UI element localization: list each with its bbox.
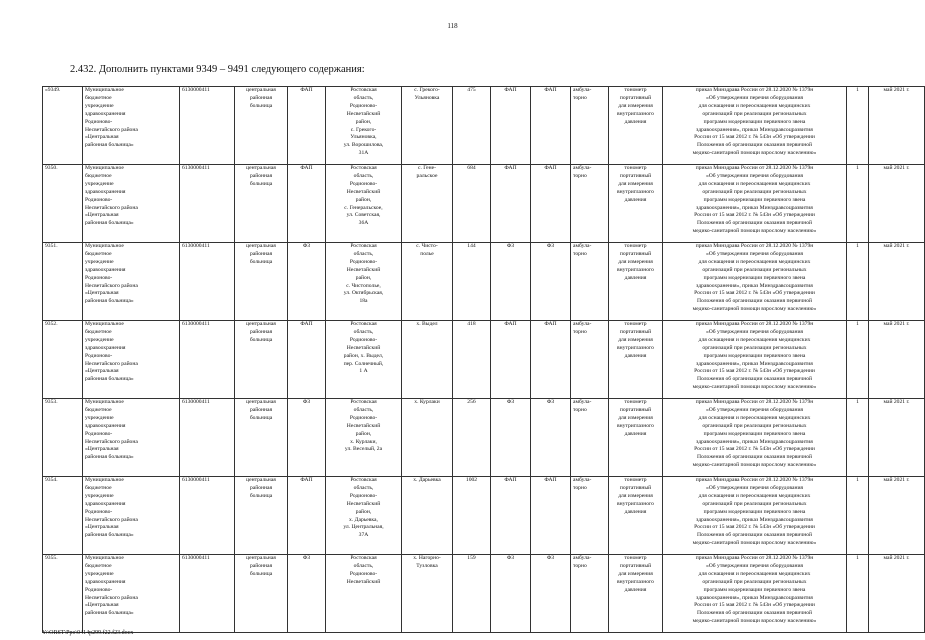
population-count: 159 — [467, 555, 476, 561]
unit-address: Ростовская область, Родионово- Несветайский район, х. Курлаки, ул. Веселый, 2а — [344, 399, 383, 453]
equipment-name: тонометр портативный для измерения внутриглазного давления — [617, 243, 654, 281]
unit-kind-planned: ФАП — [544, 477, 557, 483]
population-count-cell — [453, 399, 491, 477]
locality-cell — [402, 165, 453, 243]
delivery-date-cell — [869, 477, 925, 555]
hospital-type: центральная районная больница — [246, 555, 276, 577]
legal-basis-cell — [663, 555, 847, 633]
delivery-date-cell — [869, 555, 925, 633]
care-conditions-cell — [571, 321, 609, 399]
footer-file-path: Y:\ORST\Ppo\0414p299.f22.f23.docx — [42, 630, 134, 636]
organization-code: 6130000411 — [182, 477, 210, 483]
table-row — [43, 321, 925, 399]
row-number-cell — [43, 477, 83, 555]
population-count-cell — [453, 477, 491, 555]
row-number-cell — [43, 243, 83, 321]
population-count-cell — [453, 87, 491, 165]
equipment-quantity-cell — [847, 555, 869, 633]
unit-kind-current: ФАП — [504, 321, 517, 327]
unit-kind-current-cell — [491, 87, 531, 165]
unit-address-cell — [326, 321, 402, 399]
row-number-cell — [43, 555, 83, 633]
legal-basis: приказ Минздрава России от 28.12.2020 № 1379н «Об утверждении перечня оборудования для оснащения и переоснащения медицинских организаций при реализации региональных программ модернизации первичного звена здравоохранения», приказ Минздравсоцразвития России от 15 мая 2012 г. № 543н «Об утверждении Положения об организации оказания первичной медико-санитарной помощи взрослому населению» — [692, 87, 817, 157]
organization-name: Муниципальное бюджетное учреждение здравоохранения Родионово- Несветайского района «Центральная районная больница» — [85, 165, 138, 227]
unit-kind-current-cell — [491, 321, 531, 399]
population-count: 684 — [467, 165, 476, 171]
locality: х. Курлаки — [414, 399, 440, 405]
unit-kind-planned-cell — [531, 477, 571, 555]
legal-basis: приказ Минздрава России от 28.12.2020 № 1379н «Об утверждении перечня оборудования для оснащения и переоснащения медицинских организаций при реализации региональных программ модернизации первичного звена здравоохранения», приказ Минздравсоцразвития России от 15 мая 2012 г. № 543н «Об утверждении Положения об организации оказания первичной медико-санитарной помощи взрослому населению» — [692, 243, 817, 313]
unit-kind-planned: ФЗ — [546, 555, 555, 561]
unit-kind-planned-cell — [531, 399, 571, 477]
care-conditions-cell — [571, 87, 609, 165]
care-conditions-cell — [571, 555, 609, 633]
unit-kind-current-cell — [491, 165, 531, 243]
population-count: 418 — [467, 321, 476, 327]
hospital-type-cell — [235, 165, 288, 243]
row-number-cell — [43, 321, 83, 399]
delivery-date-cell — [869, 243, 925, 321]
equipment-name-cell — [609, 243, 663, 321]
organization-code: 6130000411 — [182, 399, 210, 405]
unit-type: ФАП — [300, 321, 313, 327]
hospital-type: центральная районная больница — [246, 87, 276, 109]
unit-kind-planned-cell — [531, 243, 571, 321]
unit-kind-planned: ФЗ — [546, 243, 555, 249]
equipment-name-cell — [609, 477, 663, 555]
organization-code-cell — [180, 87, 235, 165]
hospital-type-cell — [235, 243, 288, 321]
unit-kind-current: ФАП — [504, 477, 517, 483]
equipment-name-cell — [609, 555, 663, 633]
row-number: 9353. — [45, 399, 58, 405]
unit-type-cell — [288, 399, 326, 477]
equipment-name: тонометр портативный для измерения внутриглазного давления — [617, 555, 654, 593]
locality: с. Грекого- Ульяновка — [414, 87, 440, 101]
organization-code-cell — [180, 477, 235, 555]
table-row — [43, 165, 925, 243]
equipment-name-cell — [609, 321, 663, 399]
unit-kind-planned-cell — [531, 87, 571, 165]
unit-type: ФАП — [300, 477, 313, 483]
legal-basis-cell — [663, 165, 847, 243]
delivery-date: май 2021 г. — [883, 87, 910, 93]
table-body — [43, 87, 925, 633]
equipment-quantity-cell — [847, 243, 869, 321]
equipment-quantity-cell — [847, 477, 869, 555]
equipment-quantity-cell — [847, 399, 869, 477]
hospital-type: центральная районная больница — [246, 399, 276, 421]
unit-type-cell — [288, 165, 326, 243]
table-row — [43, 477, 925, 555]
equipment-table — [42, 86, 925, 633]
equipment-name-cell — [609, 165, 663, 243]
locality: х. Выдел — [416, 321, 438, 327]
delivery-date: май 2021 г. — [883, 555, 910, 561]
unit-address: Ростовская область, Родионово- Несветайский район, с. Чистополье, ул. Октябрьская, 18а — [343, 243, 384, 305]
unit-kind-current-cell — [491, 555, 531, 633]
locality-cell — [402, 477, 453, 555]
population-count-cell — [453, 555, 491, 633]
delivery-date-cell — [869, 165, 925, 243]
equipment-name: тонометр портативный для измерения внутриглазного давления — [617, 165, 654, 203]
unit-type-cell — [288, 477, 326, 555]
care-conditions-cell — [571, 477, 609, 555]
organization-name-cell — [83, 399, 180, 477]
organization-name: Муниципальное бюджетное учреждение здравоохранения Родионово- Несветайского района «Центральная районная больница» — [85, 243, 138, 305]
unit-kind-planned: ФАП — [544, 87, 557, 93]
row-number: 9355. — [45, 555, 58, 561]
unit-type: ФАП — [300, 165, 313, 171]
hospital-type-cell — [235, 87, 288, 165]
delivery-date-cell — [869, 399, 925, 477]
organization-name-cell — [83, 477, 180, 555]
unit-address-cell — [326, 165, 402, 243]
unit-type: ФЗ — [302, 555, 311, 561]
equipment-quantity: 1 — [856, 243, 859, 249]
delivery-date: май 2021 г. — [883, 243, 910, 249]
unit-kind-current: ФАП — [504, 165, 517, 171]
legal-basis-cell — [663, 477, 847, 555]
organization-name-cell — [83, 555, 180, 633]
population-count: 256 — [467, 399, 476, 405]
organization-name: Муниципальное бюджетное учреждение здравоохранения Родионово- Несветайского района «Центральная районная больница» — [85, 87, 138, 149]
legal-basis: приказ Минздрава России от 28.12.2020 № 1379н «Об утверждении перечня оборудования для оснащения и переоснащения медицинских организаций при реализации региональных программ модернизации первичного звена здравоохранения», приказ Минздравсоцразвития России от 15 мая 2012 г. № 543н «Об утверждении Положения об организации оказания первичной медико-санитарной помощи взрослому населению» — [692, 555, 817, 625]
unit-kind-planned: ФАП — [544, 165, 557, 171]
organization-code: 6130000411 — [182, 243, 210, 249]
equipment-name: тонометр портативный для измерения внутриглазного давления — [617, 87, 654, 125]
equipment-quantity: 1 — [856, 555, 859, 561]
care-conditions: амбула- торно — [573, 477, 592, 491]
equipment-table-container — [42, 86, 910, 625]
organization-name-cell — [83, 321, 180, 399]
unit-address-cell — [326, 243, 402, 321]
unit-kind-current-cell — [491, 399, 531, 477]
population-count-cell — [453, 165, 491, 243]
locality: х. Дарьевка — [413, 477, 441, 483]
equipment-quantity: 1 — [856, 477, 859, 483]
organization-name: Муниципальное бюджетное учреждение здравоохранения Родионово- Несветайского района «Центральная районная больница» — [85, 477, 138, 539]
unit-kind-current: ФЗ — [506, 555, 515, 561]
organization-name: Муниципальное бюджетное учреждение здравоохранения Родионово- Несветайского района «Центральная районная больница» — [85, 321, 138, 383]
equipment-name: тонометр портативный для измерения внутриглазного давления — [617, 477, 654, 515]
locality-cell — [402, 399, 453, 477]
care-conditions-cell — [571, 243, 609, 321]
unit-address: Ростовская область, Родионово- Несветайский район, с. Генеральское, ул. Советская, 36А — [344, 165, 383, 227]
locality: х. Нагорно- Тузловка — [413, 555, 441, 569]
legal-basis: приказ Минздрава России от 28.12.2020 № 1379н «Об утверждении перечня оборудования для оснащения и переоснащения медицинских организаций при реализации региональных программ модернизации первичного звена здравоохранения», приказ Минздравсоцразвития России от 15 мая 2012 г. № 543н «Об утверждении Положения об организации оказания первичной медико-санитарной помощи взрослому населению» — [692, 165, 817, 235]
equipment-quantity-cell — [847, 87, 869, 165]
hospital-type-cell — [235, 321, 288, 399]
row-number: 9350. — [45, 165, 58, 171]
unit-address-cell — [326, 87, 402, 165]
care-conditions: амбула- торно — [573, 555, 592, 569]
unit-kind-current-cell — [491, 477, 531, 555]
locality: с. Гене- ральское — [416, 165, 438, 179]
equipment-quantity: 1 — [856, 321, 859, 327]
care-conditions: амбула- торно — [573, 87, 592, 101]
equipment-quantity: 1 — [856, 399, 859, 405]
care-conditions-cell — [571, 165, 609, 243]
unit-kind-current: ФАП — [504, 87, 517, 93]
legal-basis: приказ Минздрава России от 28.12.2020 № 1379н «Об утверждении перечня оборудования для оснащения и переоснащения медицинских организаций при реализации региональных программ модернизации первичного звена здравоохранения», приказ Минздравсоцразвития России от 15 мая 2012 г. № 543н «Об утверждении Положения об организации оказания первичной медико-санитарной помощи взрослому населению» — [692, 399, 817, 469]
care-conditions: амбула- торно — [573, 399, 592, 413]
table-row — [43, 555, 925, 633]
unit-address: Ростовская область, Родионово- Несветайский — [346, 555, 381, 585]
section-heading: 2.432. Дополнить пунктами 9349 – 9491 следующего содержания: — [70, 64, 365, 75]
locality: с. Чисто- полье — [416, 243, 438, 257]
equipment-quantity-cell — [847, 165, 869, 243]
unit-kind-planned: ФЗ — [546, 399, 555, 405]
hospital-type: центральная районная больница — [246, 477, 276, 499]
unit-type-cell — [288, 555, 326, 633]
unit-address-cell — [326, 399, 402, 477]
unit-kind-planned-cell — [531, 321, 571, 399]
organization-code-cell — [180, 165, 235, 243]
organization-name-cell — [83, 87, 180, 165]
equipment-name-cell — [609, 87, 663, 165]
population-count-cell — [453, 321, 491, 399]
unit-address: Ростовская область, Родионово- Несветайский район, х. Выдел, пер. Солнечный, 1 А — [343, 321, 384, 375]
equipment-name: тонометр портативный для измерения внутриглазного давления — [617, 399, 654, 437]
care-conditions: амбула- торно — [573, 165, 592, 179]
row-number: 9354. — [45, 477, 58, 483]
unit-kind-current: ФЗ — [506, 399, 515, 405]
unit-kind-current: ФЗ — [506, 243, 515, 249]
legal-basis-cell — [663, 399, 847, 477]
legal-basis: приказ Минздрава России от 28.12.2020 № 1379н «Об утверждении перечня оборудования для оснащения и переоснащения медицинских организаций при реализации региональных программ модернизации первичного звена здравоохранения», приказ Минздравсоцразвития России от 15 мая 2012 г. № 543н «Об утверждении Положения об организации оказания первичной медико-санитарной помощи взрослому населению» — [692, 321, 817, 391]
unit-type: ФЗ — [302, 399, 311, 405]
unit-kind-current-cell — [491, 243, 531, 321]
hospital-type: центральная районная больница — [246, 243, 276, 265]
unit-kind-planned: ФАП — [544, 321, 557, 327]
hospital-type-cell — [235, 399, 288, 477]
delivery-date-cell — [869, 87, 925, 165]
legal-basis-cell — [663, 87, 847, 165]
population-count: 1002 — [465, 477, 478, 483]
care-conditions: амбула- торно — [573, 243, 592, 257]
row-number-cell — [43, 165, 83, 243]
delivery-date: май 2021 г. — [883, 321, 910, 327]
equipment-name: тонометр портативный для измерения внутриглазного давления — [617, 321, 654, 359]
equipment-quantity: 1 — [856, 165, 859, 171]
hospital-type-cell — [235, 477, 288, 555]
organization-code-cell — [180, 399, 235, 477]
row-number-cell — [43, 87, 83, 165]
row-number-cell — [43, 399, 83, 477]
page-number: 118 — [447, 22, 458, 30]
unit-kind-planned-cell — [531, 165, 571, 243]
row-number: 9351. — [45, 243, 58, 249]
population-count: 475 — [467, 87, 476, 93]
organization-name-cell — [83, 165, 180, 243]
organization-code: 6130000411 — [182, 87, 210, 93]
row-number: «9349. — [45, 87, 61, 93]
organization-code-cell — [180, 243, 235, 321]
unit-address: Ростовская область, Родионово- Несветайский район, х. Дарьевка, ул. Центральная, 37А — [343, 477, 384, 539]
delivery-date: май 2021 г. — [883, 399, 910, 405]
care-conditions: амбула- торно — [573, 321, 592, 335]
organization-name: Муниципальное бюджетное учреждение здравоохранения Родионово- Несветайского района «Центральная районная больница» — [85, 399, 138, 461]
unit-address-cell — [326, 555, 402, 633]
organization-code-cell — [180, 555, 235, 633]
locality-cell — [402, 555, 453, 633]
hospital-type: центральная районная больница — [246, 321, 276, 343]
hospital-type: центральная районная больница — [246, 165, 276, 187]
table-row — [43, 87, 925, 165]
table-row — [43, 399, 925, 477]
equipment-quantity-cell — [847, 321, 869, 399]
table-row — [43, 243, 925, 321]
unit-type: ФАП — [300, 87, 313, 93]
organization-name: Муниципальное бюджетное учреждение здравоохранения Родионово- Несветайского района «Центральная районная больница» — [85, 555, 138, 617]
locality-cell — [402, 87, 453, 165]
organization-code-cell — [180, 321, 235, 399]
unit-type-cell — [288, 321, 326, 399]
delivery-date-cell — [869, 321, 925, 399]
row-number: 9352. — [45, 321, 58, 327]
organization-code: 6130000411 — [182, 321, 210, 327]
organization-code: 6130000411 — [182, 555, 210, 561]
care-conditions-cell — [571, 399, 609, 477]
locality-cell — [402, 321, 453, 399]
legal-basis-cell — [663, 243, 847, 321]
hospital-type-cell — [235, 555, 288, 633]
unit-kind-planned-cell — [531, 555, 571, 633]
unit-type: ФЗ — [302, 243, 311, 249]
legal-basis-cell — [663, 321, 847, 399]
unit-address: Ростовская область, Родионово- Несветайский район, с. Грекого- Ульяновка, ул. Ворошилова, 31А — [343, 87, 384, 157]
legal-basis: приказ Минздрава России от 28.12.2020 № 1379н «Об утверждении перечня оборудования для оснащения и переоснащения медицинских организаций при реализации региональных программ модернизации первичного звена здравоохранения», приказ Минздравсоцразвития России от 15 мая 2012 г. № 543н «Об утверждении Положения об организации оказания первичной медико-санитарной помощи взрослому населению» — [692, 477, 817, 547]
delivery-date: май 2021 г. — [883, 165, 910, 171]
equipment-name-cell — [609, 399, 663, 477]
organization-code: 6130000411 — [182, 165, 210, 171]
unit-type-cell — [288, 87, 326, 165]
unit-type-cell — [288, 243, 326, 321]
organization-name-cell — [83, 243, 180, 321]
unit-address-cell — [326, 477, 402, 555]
equipment-quantity: 1 — [856, 87, 859, 93]
population-count: 144 — [467, 243, 476, 249]
delivery-date: май 2021 г. — [883, 477, 910, 483]
population-count-cell — [453, 243, 491, 321]
locality-cell — [402, 243, 453, 321]
